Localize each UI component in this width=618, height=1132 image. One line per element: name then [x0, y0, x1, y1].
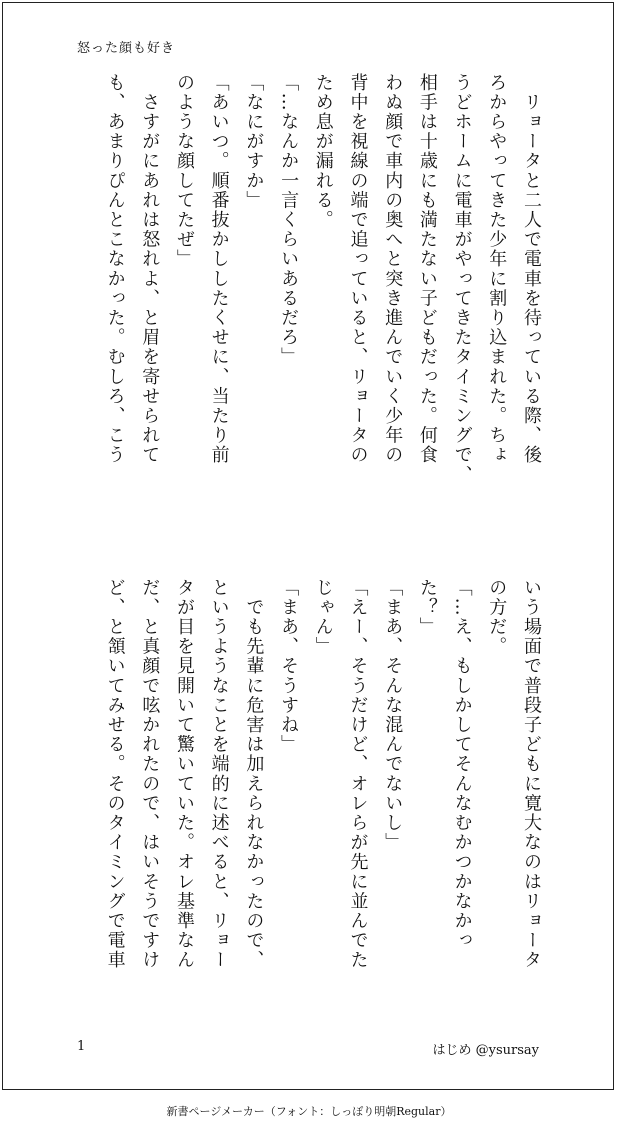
book-page	[2, 2, 614, 1090]
text-line: ろからやってきた少年に割り込まれた。ちょ	[486, 73, 508, 465]
text-line: タが目を見開いて驚いていた。オレ基準なん	[173, 578, 195, 970]
text-line: リョータと二人で電車を待っている際、後	[521, 73, 542, 465]
text-line: 「まあ、そうすね」	[278, 578, 300, 755]
text-line: 「なにがすか」	[243, 73, 265, 211]
text-block-lower	[73, 578, 548, 1018]
text-line: うどホームに電車がやってきたタイミングで、	[451, 73, 473, 485]
page-title: 怒った顔も好き	[77, 41, 176, 56]
text-line: の方だ。	[486, 578, 508, 657]
text-line: 「あいつ。順番抜かししたくせに、当たり前	[208, 73, 230, 465]
text-line: でも先輩に危害は加えられなかったので、	[243, 578, 265, 970]
text-line: 「えー、そうだけど、オレらが先に並んでた	[347, 578, 369, 970]
text-line: さすがにあれは怒れよ、と眉を寄せられて	[139, 73, 161, 465]
text-line: わぬ顔で車内の奥へと突き進んでいく少年の	[382, 73, 404, 465]
text-line: 相手は十歳にも満たない子どもだった。何食	[416, 73, 438, 465]
text-line: いう場面で普段子どもに寛大なのはリョータ	[521, 578, 542, 970]
text-line: ため息が漏れる。	[312, 73, 334, 230]
text-line: というようなことを端的に述べると、リョー	[208, 578, 230, 970]
text-block-upper	[73, 73, 548, 533]
text-line: も、あまりぴんとこなかった。むしろ、こう	[104, 73, 126, 465]
text-line: のような顔してたぜ」	[173, 73, 195, 269]
page-number: 1	[77, 1039, 86, 1054]
author-credit: はじめ @ysursay	[432, 1043, 539, 1058]
text-line: 「…なんか一言くらいあるだろ」	[278, 73, 300, 367]
text-line: だ、と真顔で呟かれたので、はいそうですけ	[139, 578, 161, 970]
text-line: ど、と頷いてみせる。そのタイミングで電車	[104, 578, 126, 970]
text-line: 「まあ、そんな混んでないし」	[382, 578, 404, 853]
generator-credit: 新書ページメーカー（フォント：しっぽり明朝Regular）	[166, 1105, 452, 1118]
text-line: た？」	[416, 578, 438, 637]
text-line: 背中を視線の端で追っていると、リョータの	[347, 73, 369, 465]
text-line: 「…え、もしかしてそんなむかつかなかっ	[451, 578, 473, 951]
text-line: じゃん」	[312, 578, 334, 657]
